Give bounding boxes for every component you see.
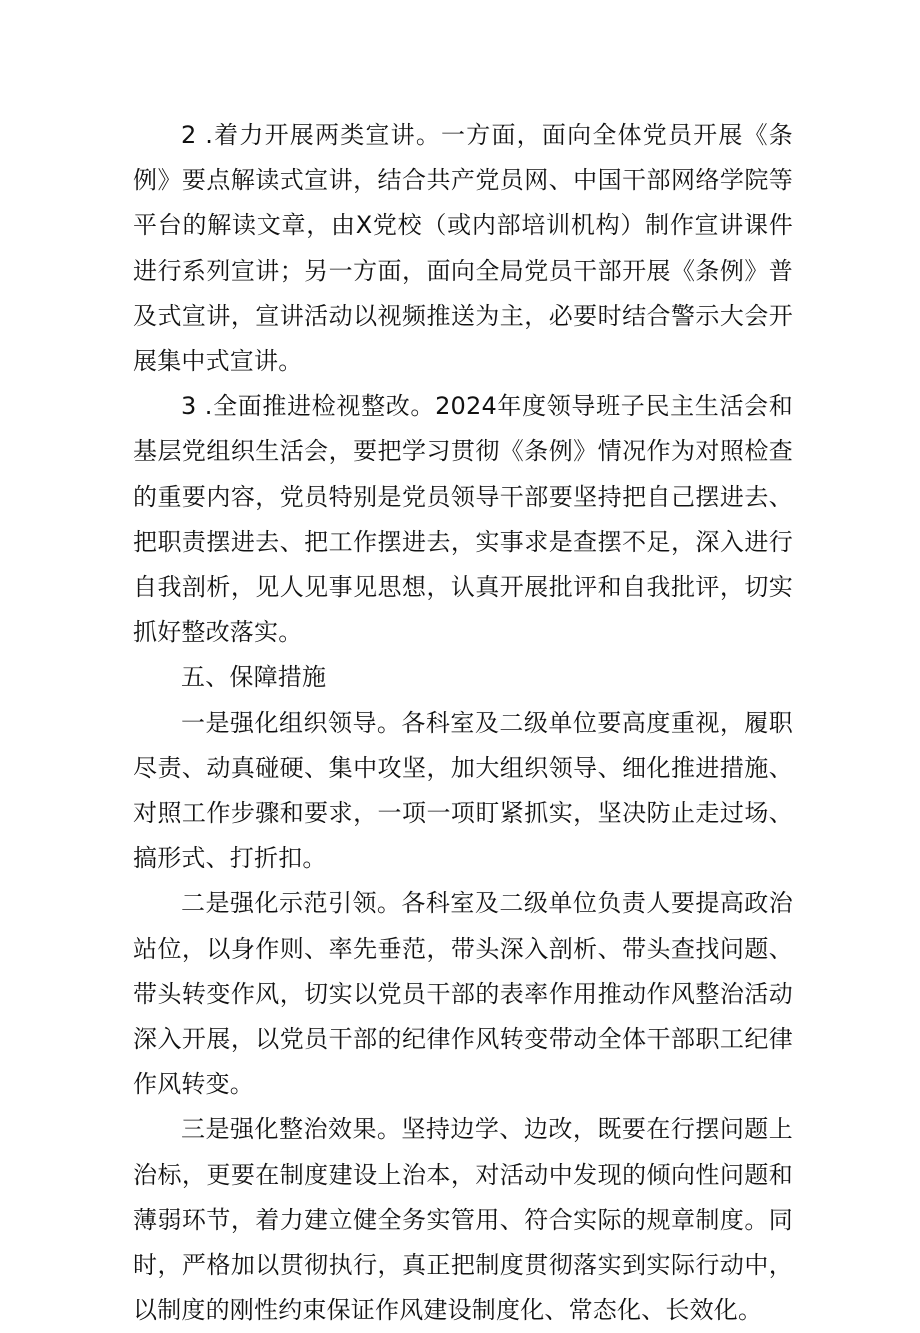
paragraph-lecture-types: 2 .着力开展两类宣讲。一方面，面向全体党员开展《条例》要点解读式宣讲，结合共产党员网、中国干部网络学院等平台的解读文章，由X党校（或内部培训机构）制作宣讲课件进行系列宣讲；另一方面，面向全局党员干部开展《条例》普及式宣讲，宣讲活动以视频推送为主，必要时结合警示大会开展集中式宣讲。: [133, 121, 793, 376]
paragraph-rectification-effect: 三是强化整治效果。坚持边学、边改，既要在行摆问题上治标，更要在制度建设上治本，对活动中发现的倾向性问题和薄弱环节，着力建立健全务实管用、符合实际的规章制度。同时，严格加以贯彻执行，真正把制度贯彻落实到实际行动中，以制度的刚性约束保证作风建设制度化、常态化、长效化。: [133, 1115, 793, 1325]
paragraph-rectification: 3 .全面推进检视整改。2024年度领导班子民主生活会和基层党组织生活会，要把学习贯彻《条例》情况作为对照检查的重要内容，党员特别是党员领导干部要坚持把自己摆进去、把职责摆进去、把工作摆进去，实事求是查摆不足，深入进行自我剖析，见人见事见思想，认真开展批评和自我批评，切实抓好整改落实。: [133, 392, 793, 647]
section-heading-safeguards: 五、保障措施: [181, 663, 327, 692]
paragraph-organization-leadership: 一是强化组织领导。各科室及二级单位要高度重视，履职尽责、动真碰硬、集中攻坚，加大组织领导、细化推进措施、对照工作步骤和要求，一项一项盯紧抓实，坚决防止走过场、搞形式、打折扣。: [133, 708, 793, 873]
paragraph-exemplary-leadership: 二是强化示范引领。各科室及二级单位负责人要提高政治站位，以身作则、率先垂范，带头深入剖析、带头查找问题、带头转变作风，切实以党员干部的表率作用推动作风整治活动深入开展，以党员干部的纪律作风转变带动全体干部职工纪律作风转变。: [133, 889, 793, 1099]
document-body: [133, 113, 793, 1333]
